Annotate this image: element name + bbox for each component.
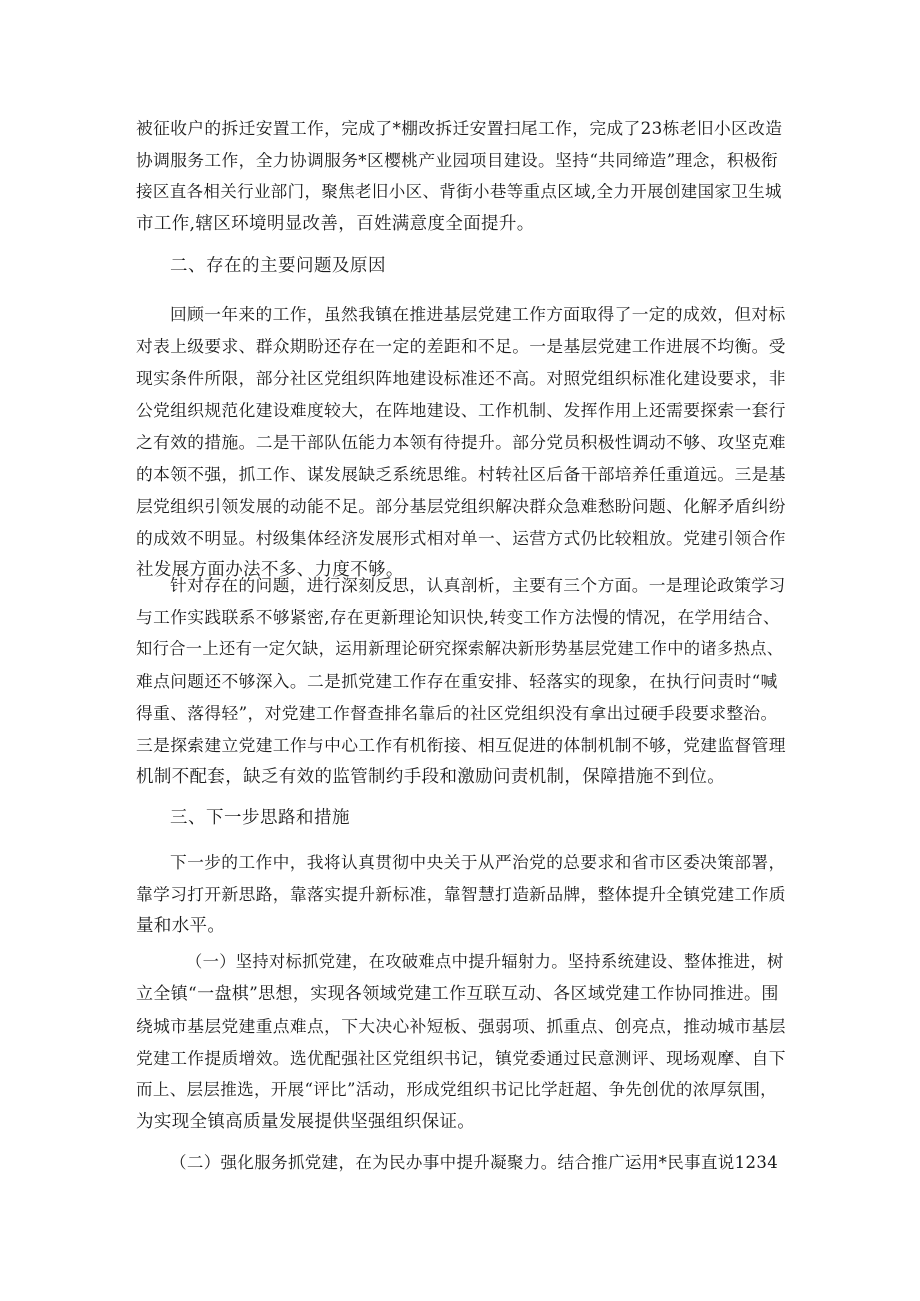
text-line: 公党组织规范化建设难度较大，在阵地建设、工作机制、发挥作用上还需要探索一套行 — [136, 400, 786, 420]
paragraph-continued — [136, 112, 786, 240]
text-line: 的成效不明显。村级集体经济发展形式相对单一、运营方式仍比较粗放。党建引领合作 — [136, 528, 786, 548]
text-line: 机制不配套，缺乏有效的监管制约手段和激励问责机制，保障措施不到位。 — [136, 767, 726, 787]
paragraph-item-two — [136, 1147, 786, 1179]
paragraph-problems — [136, 298, 786, 586]
text-line: 之有效的措施。二是干部队伍能力本领有待提升。部分党员积极性调动不够、攻坚克难 — [136, 432, 786, 452]
text-line: （二）强化服务抓党建，在为民办事中提升凝聚力。结合推广运用*民事直说1234 — [170, 1153, 779, 1172]
text-line: 回顾一年来的工作，虽然我镇在推进基层党建工作方面取得了一定的成效，但对标 — [170, 304, 786, 324]
text-line: 层党组织引领发展的动能不足。部分基层党组织解决群众急难愁盼问题、化解矛盾纠纷 — [136, 496, 786, 516]
text-line: 量和水平。 — [136, 916, 226, 936]
text-line: 而上、层层推选，开展“评比”活动，形成党组织书记比学赶超、争先创优的浓厚氛围， — [136, 1080, 778, 1099]
text-line: 对表上级要求、群众期盼还存在一定的差距和不足。一是基层党建工作进展不均衡。受 — [136, 336, 786, 356]
text-line: 得重、落得轻”，对党建工作督查排名靠后的社区党组织没有拿出过硬手段要求整治。 — [136, 703, 778, 723]
text-line: 下一步的工作中，我将认真贯彻中央关于从严治党的总要求和省市区委决策部署， — [170, 852, 786, 872]
text-line: 三是探索建立党建工作与中心工作有机衔接、相互促进的体制机制不够，党建监督管理 — [136, 735, 786, 755]
section-heading: 三、下一步思路和措施 — [170, 808, 350, 828]
text-line: 难点问题还不够深入。二是抓党建工作存在重安排、轻落实的现象，在执行问责时“喊 — [136, 671, 778, 691]
text-line: 被征收户的拆迁安置工作，完成了*棚改拆迁安置扫尾工作，完成了23栋老旧小区改造 — [136, 118, 783, 138]
text-line: 知行合一上还有一定欠缺，运用新理论研究探索解决新形势基层党建工作中的诸多热点、 — [136, 639, 784, 658]
text-line: （一）坚持对标抓党建，在攻破难点中提升辐射力。坚持系统建设、整体推进，树 — [186, 952, 784, 971]
text-line: 与工作实践联系不够紧密,存在更新理论知识快,转变工作方法慢的情况，在学用结合、 — [136, 607, 781, 627]
text-line: 协调服务工作，全力协调服务*区樱桃产业园项目建设。坚持“共同缔造”理念，积极衔 — [136, 150, 779, 170]
section-heading: 二、存在的主要问题及原因 — [170, 256, 386, 276]
text-line: 立全镇“一盘棋”思想，实现各领域党建工作互联互动、各区域党建工作协同推进。围 — [136, 984, 779, 1004]
paragraph-item-one — [136, 946, 786, 1138]
text-line: 靠学习打开新思路，靠落实提升新标准，靠智慧打造新品牌，整体提升全镇党建工作质 — [136, 884, 786, 904]
text-line: 社发展方面办法不多、力度不够。 — [136, 560, 404, 580]
text-line: 现实条件所限，部分社区党组织阵地建设标准还不高。对照党组织标准化建设要求，非 — [136, 368, 786, 388]
text-line: 市工作,辖区环境明显改善，百姓满意度全面提升。 — [136, 214, 535, 234]
text-line: 党建工作提质增效。选优配强社区党组织书记，镇党委通过民意测评、现场观摩、自下 — [136, 1048, 786, 1068]
text-line: 接区直各相关行业部门，聚焦老旧小区、背街小巷等重点区域,全力开展创建国家卫生城 — [136, 182, 782, 201]
paragraph-reasons — [136, 569, 786, 793]
section-heading-two — [136, 250, 786, 282]
text-line: 绕城市基层党建重点难点，下大决心补短板、强弱项、抓重点、创亮点，推动城市基层 — [136, 1016, 786, 1036]
paragraph-next-steps — [136, 846, 786, 942]
section-heading-three — [136, 802, 786, 834]
text-line: 针对存在的问题，进行深刻反思，认真剖析，主要有三个方面。一是理论政策学习 — [170, 575, 786, 595]
text-line: 为实现全镇高质量发展提供坚强组织保证。 — [136, 1112, 476, 1132]
text-line: 的本领不强，抓工作、谋发展缺乏系统思维。村转社区后备干部培养任重道远。三是基 — [136, 464, 786, 484]
